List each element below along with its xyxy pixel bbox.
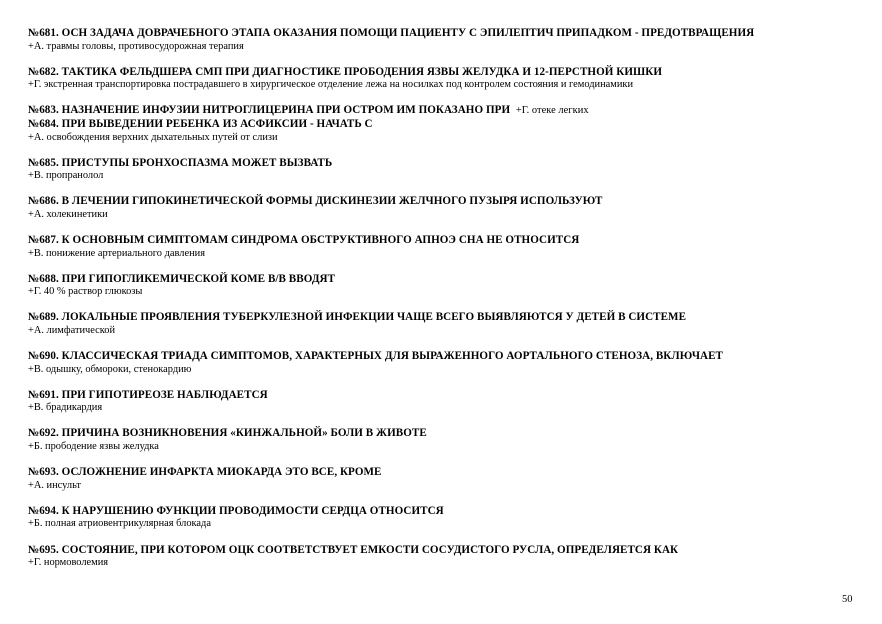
page-number: 50	[842, 594, 853, 605]
answer-text: +В. пропранолол	[28, 170, 104, 182]
document-page	[28, 27, 868, 582]
answer-text: +Г. отеке легких	[515, 105, 589, 117]
question-685	[28, 157, 868, 183]
question-689	[28, 311, 868, 337]
question-694	[28, 505, 868, 531]
question-text: №688. ПРИ ГИПОГЛИКЕМИЧЕСКОЙ КОМЕ В/В ВВОДЯТ	[28, 272, 336, 285]
question-text	[28, 104, 868, 118]
question-text: №686. В ЛЕЧЕНИИ ГИПОКИНЕТИЧЕСКОЙ ФОРМЫ ДИСКИНЕЗИИ ЖЕЛЧНОГО ПУЗЫРЯ ИСПОЛЬЗУЮТ	[28, 195, 603, 208]
answer-text: +А. травмы головы, противосудорожная терапия	[28, 40, 244, 52]
question-691	[28, 389, 868, 415]
question-681	[28, 27, 868, 53]
question-text: №694. К НАРУШЕНИЮ ФУНКЦИИ ПРОВОДИМОСТИ СЕРДЦА ОТНОСИТСЯ	[28, 504, 444, 517]
question-684	[28, 118, 868, 144]
question-text: №682. ТАКТИКА ФЕЛЬДШЕРА СМП ПРИ ДИАГНОСТИКЕ ПРОБОДЕНИЯ ЯЗВЫ ЖЕЛУДКА И 12-ПЕРСТНОЙ КИШКИ	[28, 65, 663, 78]
answer-text: +Б. полная атриовентрикулярная блокада	[28, 518, 211, 530]
question-text: №681. ОСН ЗАДАЧА ДОВРАЧЕБНОГО ЭТАПА ОКАЗАНИЯ ПОМОЩИ ПАЦИЕНТУ С ЭПИЛЕПТИЧ ПРИПАДКОМ - ПРЕДОТВРАЩЕНИЯ	[28, 27, 755, 39]
question-693	[28, 466, 868, 492]
question-text: №692. ПРИЧИНА ВОЗНИКНОВЕНИЯ «КИНЖАЛЬНОЙ» БОЛИ В ЖИВОТЕ	[28, 427, 427, 440]
question-text: №695. СОСТОЯНИЕ, ПРИ КОТОРОМ ОЦК СООТВЕТСТВУЕТ ЕМКОСТИ СОСУДИСТОГО РУСЛА, ОПРЕДЕЛЯЕТСЯ КАК	[28, 543, 679, 556]
question-text: №690. КЛАССИЧЕСКАЯ ТРИАДА СИМПТОМОВ, ХАРАКТЕРНЫХ ДЛЯ ВЫРАЖЕННОГО АОРТАЛЬНОГО СТЕНОЗА, ВКЛЮЧАЕТ	[28, 350, 723, 363]
answer-text: +Г. нормоволемия	[28, 557, 109, 569]
answer-text: +В. одышку, обмороки, стенокардию	[28, 363, 192, 375]
answer-text: +А. инсульт	[28, 479, 81, 491]
answer-text: +А. лимфатической	[28, 325, 116, 336]
question-text: №693. ОСЛОЖНЕНИЕ ИНФАРКТА МИОКАРДА ЭТО ВСЕ, КРОМЕ	[28, 466, 382, 479]
answer-text: +А. холекинетики	[28, 208, 108, 220]
question-687	[28, 234, 868, 260]
question-text: №687. К ОСНОВНЫМ СИМПТОМАМ СИНДРОМА ОБСТРУКТИВНОГО АПНОЭ СНА НЕ ОТНОСИТСЯ	[28, 234, 580, 247]
question-text: №691. ПРИ ГИПОТИРЕОЗЕ НАБЛЮДАЕТСЯ	[28, 388, 268, 401]
question-690	[28, 350, 868, 376]
question-text: №689. ЛОКАЛЬНЫЕ ПРОЯВЛЕНИЯ ТУБЕРКУЛЕЗНОЙ ИНФЕКЦИИ ЧАЩЕ ВСЕГО ВЫЯВЛЯЮТСЯ У ДЕТЕЙ В СИСТЕМЕ	[28, 311, 687, 324]
question-692	[28, 427, 868, 453]
question-683-text: №683. НАЗНАЧЕНИЕ ИНФУЗИИ НИТРОГЛИЦЕРИНА ПРИ ОСТРОМ ИМ ПОКАЗАНО ПРИ	[28, 104, 511, 117]
question-686	[28, 195, 868, 221]
question-688	[28, 273, 868, 299]
question-695	[28, 544, 868, 570]
answer-text: +В. брадикардия	[28, 402, 103, 414]
answer-text: +Б. прободение язвы желудка	[28, 441, 159, 453]
answer-text: +А. освобождения верхних дыхательных путей от слизи	[28, 131, 278, 143]
answer-text: +Г. экстренная транспортировка пострадавшего в хирургическое отделение лежа на носилках под контролем состояния и гемодинамики	[28, 79, 634, 91]
question-682	[28, 66, 868, 92]
question-text: №684. ПРИ ВЫВЕДЕНИИ РЕБЕНКА ИЗ АСФИКСИИ - НАЧАТЬ С	[28, 117, 373, 130]
answer-text: +В. понижение артериального давления	[28, 247, 205, 259]
answer-text: +Г. 40 % раствор глюкозы	[28, 286, 143, 298]
question-683	[28, 104, 868, 118]
question-text: №685. ПРИСТУПЫ БРОНХОСПАЗМА МОЖЕТ ВЫЗВАТЬ	[28, 156, 333, 169]
